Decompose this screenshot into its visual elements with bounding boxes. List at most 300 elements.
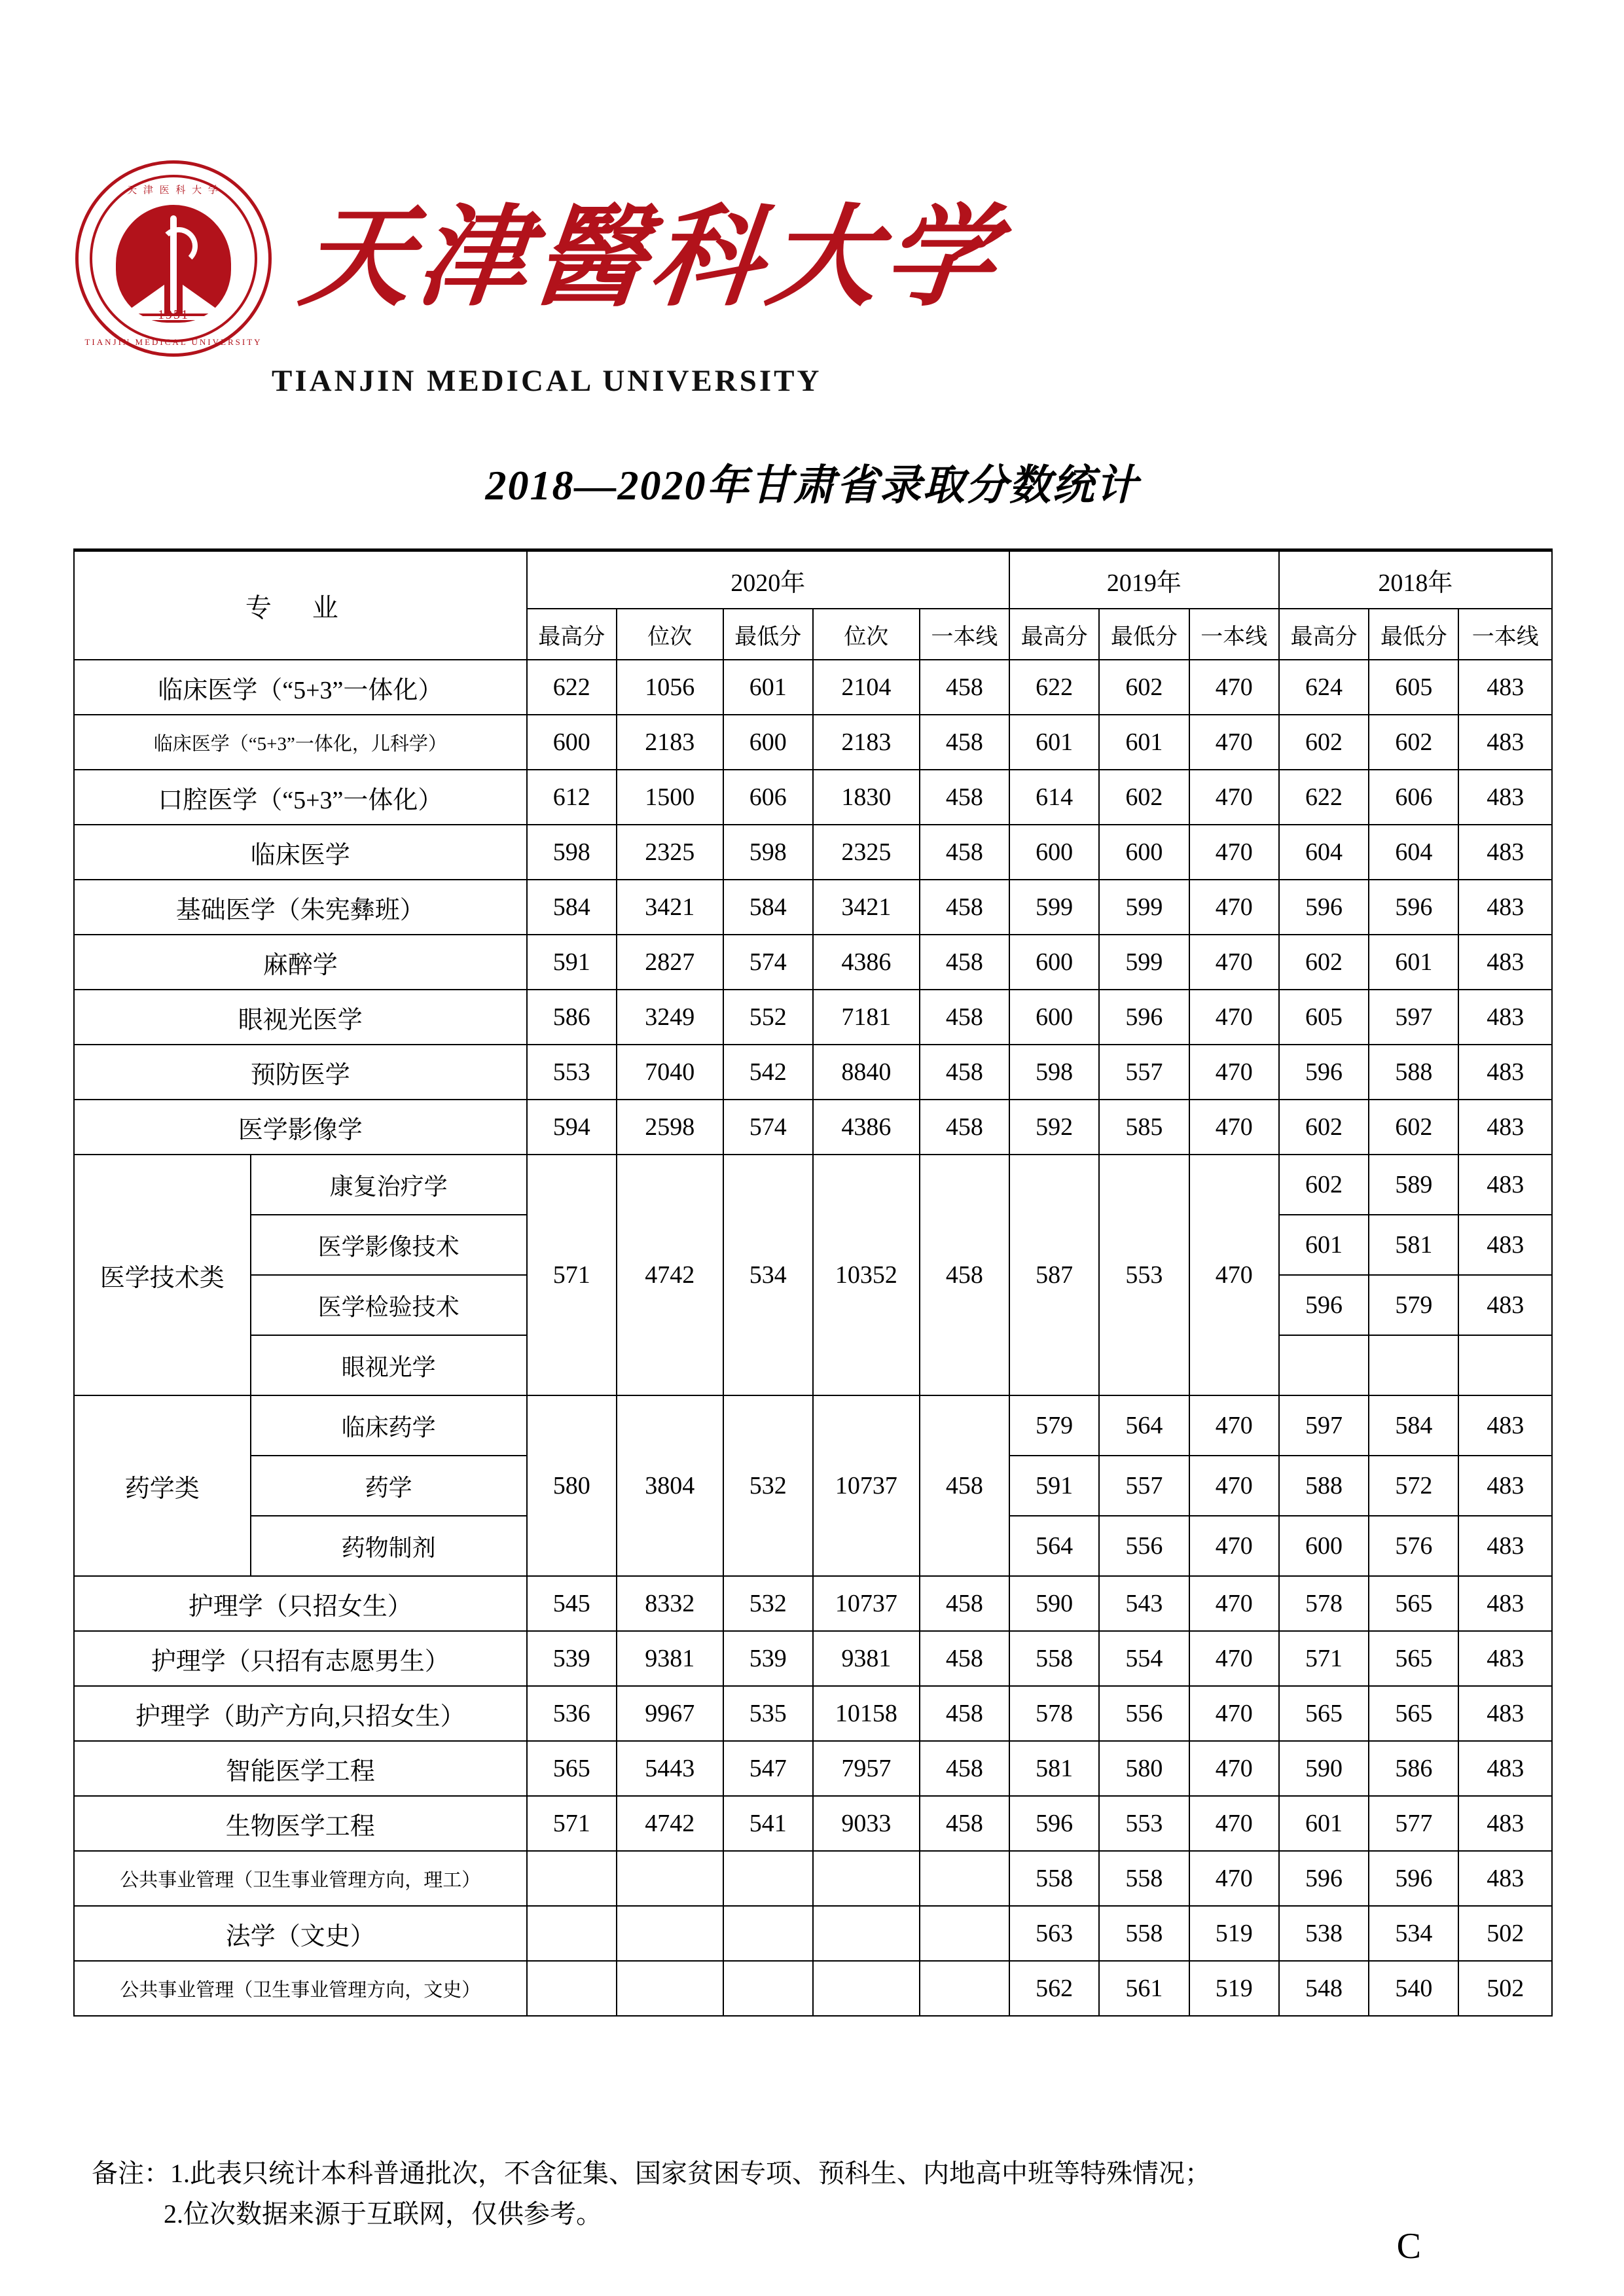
cell-2018-0: 602 [1279,715,1369,770]
cell-2020-1: 5443 [617,1741,723,1796]
cell-2020-1 [617,1851,723,1906]
cell-2020-2: 601 [723,660,813,715]
cell-group-name: 药学类 [74,1395,251,1576]
cell-major: 预防医学 [74,1045,527,1100]
cell-2019-2: 470 [1189,1100,1279,1155]
cell-2020-3: 4386 [813,1100,920,1155]
cell-major: 基础医学（朱宪彝班） [74,880,527,935]
cell-2019-1: 602 [1099,770,1189,825]
cell-2019-2: 470 [1189,1516,1279,1576]
cell-2020-3: 7181 [813,990,920,1045]
cell-2019-2: 470 [1189,715,1279,770]
cell-2018-2: 483 [1458,1215,1552,1275]
cell-2018-0: 597 [1279,1395,1369,1456]
cell-2019-2: 470 [1189,1576,1279,1631]
cell-2020-1 [617,1961,723,2016]
table-group-pharmacy [74,1395,1552,1576]
cell-major: 临床医学（“5+3”一体化，儿科学） [74,715,527,770]
cell-2018-0: 596 [1279,880,1369,935]
cell-2020-3: 1830 [813,770,920,825]
cell-2020-0: 571 [527,1155,617,1395]
cell-2020-2: 532 [723,1395,813,1576]
cell-2020-1: 1500 [617,770,723,825]
cell-2019-1: 601 [1099,715,1189,770]
cell-2018-1: 572 [1369,1456,1458,1516]
cell-2018-2 [1458,1335,1552,1395]
table-row [74,1796,1552,1851]
cell-2020-0: 612 [527,770,617,825]
table-row [74,770,1552,825]
cell-2018-2: 483 [1458,1516,1552,1576]
cell-2018-0: 604 [1279,825,1369,880]
cell-major: 临床医学 [74,825,527,880]
cell-2019-0: 598 [1009,1045,1099,1100]
header-2019-baseline: 一本线 [1189,609,1279,660]
table-row [74,1576,1552,1631]
cell-2019-2: 470 [1189,880,1279,935]
cell-2020-3: 9033 [813,1796,920,1851]
cell-2018-1: 605 [1369,660,1458,715]
cell-2020-2: 535 [723,1686,813,1741]
cell-2020-3: 2104 [813,660,920,715]
cell-2019-1: 557 [1099,1456,1189,1516]
cell-2018-2: 483 [1458,1686,1552,1741]
cell-2018-1: 597 [1369,990,1458,1045]
cell-2018-1: 577 [1369,1796,1458,1851]
cell-2018-0: 548 [1279,1961,1369,2016]
cell-2018-1: 588 [1369,1045,1458,1100]
cell-group-name: 医学技术类 [74,1155,251,1395]
table-row [74,1961,1552,2016]
cell-2020-2 [723,1906,813,1961]
cell-2019-2: 470 [1189,1155,1279,1395]
cell-2019-2: 470 [1189,1631,1279,1686]
cell-2018-1: 565 [1369,1576,1458,1631]
table-group-medical-technology [74,1155,1552,1395]
cell-2018-0: 538 [1279,1906,1369,1961]
cell-2020-0: 571 [527,1796,617,1851]
cell-major: 临床医学（“5+3”一体化） [74,660,527,715]
cell-major: 口腔医学（“5+3”一体化） [74,770,527,825]
cell-2020-3: 10352 [813,1155,920,1395]
cell-2019-1: 600 [1099,825,1189,880]
cell-2018-2: 483 [1458,1741,1552,1796]
header-2020-baseline: 一本线 [920,609,1009,660]
cell-2018-1: 602 [1369,1100,1458,1155]
cell-2020-1: 3804 [617,1395,723,1576]
cell-2019-0: 587 [1009,1155,1099,1395]
cell-2019-0: 614 [1009,770,1099,825]
cell-2020-0: 586 [527,990,617,1045]
cell-2018-0: 605 [1279,990,1369,1045]
cell-2020-3 [813,1961,920,2016]
cell-2018-0: 588 [1279,1456,1369,1516]
university-name-english: TIANJIN MEDICAL UNIVERSITY [272,364,822,398]
cell-2019-0: 622 [1009,660,1099,715]
cell-2018-1: 596 [1369,880,1458,935]
cell-2020-0: 539 [527,1631,617,1686]
cell-2019-1: 556 [1099,1686,1189,1741]
cell-2019-0: 581 [1009,1741,1099,1796]
cell-major: 护理学（助产方向,只招女生） [74,1686,527,1741]
cell-2019-2: 470 [1189,1851,1279,1906]
cell-2018-0: 596 [1279,1275,1369,1335]
cell-2018-1: 606 [1369,770,1458,825]
cell-2018-1: 534 [1369,1906,1458,1961]
table-row [74,1906,1552,1961]
cell-2019-0: 563 [1009,1906,1099,1961]
cell-2020-0: 536 [527,1686,617,1741]
cell-2020-0: 598 [527,825,617,880]
cell-2020-3: 9381 [813,1631,920,1686]
footnote-line-2: 2.位次数据来源于互联网，仅供参考。 [164,2199,602,2229]
cell-2018-2: 483 [1458,1045,1552,1100]
cell-2020-4: 458 [920,825,1009,880]
cell-2018-0: 602 [1279,1100,1369,1155]
cell-2018-1: 565 [1369,1631,1458,1686]
cell-major: 护理学（只招有志愿男生） [74,1631,527,1686]
cell-2020-4: 458 [920,935,1009,990]
cell-2018-0: 596 [1279,1045,1369,1100]
cell-2020-4: 458 [920,770,1009,825]
cell-2020-3: 7957 [813,1741,920,1796]
seal-founding-year: 1951 [158,308,189,322]
cell-2018-1: 596 [1369,1851,1458,1906]
cell-2018-0: 602 [1279,935,1369,990]
cell-2019-0: 579 [1009,1395,1099,1456]
cell-2018-1: 579 [1369,1275,1458,1335]
cell-2020-3: 2325 [813,825,920,880]
cell-2020-4: 458 [920,1395,1009,1576]
cell-2020-2: 598 [723,825,813,880]
cell-2018-1: 576 [1369,1516,1458,1576]
cell-2019-0: 558 [1009,1851,1099,1906]
cell-2019-2: 470 [1189,1686,1279,1741]
university-name-chinese: 天津醫科大学 [295,198,1007,319]
cell-2019-1: 602 [1099,660,1189,715]
cell-2018-0 [1279,1335,1369,1395]
header-year-2018: 2018年 [1279,550,1552,609]
cell-2018-1 [1369,1335,1458,1395]
table-header-row-1 [74,550,1552,609]
cell-2020-2: 547 [723,1741,813,1796]
cell-2020-1: 9967 [617,1686,723,1741]
header-year-2019: 2019年 [1009,550,1279,609]
cell-2020-1: 4742 [617,1155,723,1395]
table-row [74,1741,1552,1796]
cell-2018-0: 565 [1279,1686,1369,1741]
cell-2018-2: 483 [1458,990,1552,1045]
cell-2020-1: 3421 [617,880,723,935]
cell-2018-0: 578 [1279,1576,1369,1631]
cell-2019-0: 600 [1009,935,1099,990]
cell-2018-2: 483 [1458,660,1552,715]
cell-2020-1 [617,1906,723,1961]
cell-2020-4 [920,1906,1009,1961]
cell-2020-2: 574 [723,935,813,990]
header-2020-max: 最高分 [527,609,617,660]
cell-major: 医学影像学 [74,1100,527,1155]
cell-2018-2: 502 [1458,1906,1552,1961]
cell-2018-1: 602 [1369,715,1458,770]
cell-2020-1: 2183 [617,715,723,770]
cell-2019-1: 599 [1099,880,1189,935]
table-row [74,880,1552,935]
cell-2020-4: 458 [920,1100,1009,1155]
asclepius-snake-icon [170,215,177,314]
cell-2020-0: 545 [527,1576,617,1631]
cell-2020-1: 4742 [617,1796,723,1851]
cell-2019-0: 599 [1009,880,1099,935]
cell-2018-0: 601 [1279,1215,1369,1275]
cell-2018-2: 502 [1458,1961,1552,2016]
cell-2020-4: 458 [920,1741,1009,1796]
cell-2019-1: 561 [1099,1961,1189,2016]
cell-2020-0: 600 [527,715,617,770]
cell-2018-0: 590 [1279,1741,1369,1796]
footnote-line-1: 备注：1.此表只统计本科普通批次，不含征集、国家贫困专项、预科生、内地高中班等特殊情况； [92,2159,1211,2188]
cell-2020-2: 534 [723,1155,813,1395]
table-row [74,1686,1552,1741]
header-2018-max: 最高分 [1279,609,1369,660]
header-2019-max: 最高分 [1009,609,1099,660]
cell-2020-4: 458 [920,715,1009,770]
table-row [74,1395,1552,1456]
header-2018-min: 最低分 [1369,609,1458,660]
cell-2020-0: 584 [527,880,617,935]
cell-sub-major: 眼视光学 [251,1335,527,1395]
cell-2020-4: 458 [920,1796,1009,1851]
cell-2018-1: 584 [1369,1395,1458,1456]
header-2020-rank-min: 位次 [813,609,920,660]
cell-2020-3 [813,1851,920,1906]
cell-2018-1: 581 [1369,1215,1458,1275]
cell-2018-2: 483 [1458,825,1552,880]
cell-2019-2: 519 [1189,1961,1279,2016]
cell-2018-2: 483 [1458,1576,1552,1631]
cell-2020-0: 580 [527,1395,617,1576]
table-row [74,1631,1552,1686]
cell-2019-0: 600 [1009,990,1099,1045]
cell-2020-2 [723,1851,813,1906]
cell-2020-3: 10158 [813,1686,920,1741]
cell-sub-major: 医学检验技术 [251,1275,527,1335]
table-body-top [74,660,1552,1155]
cell-2020-4 [920,1851,1009,1906]
cell-2018-1: 601 [1369,935,1458,990]
cell-sub-major: 药学 [251,1456,527,1516]
cell-2020-2: 552 [723,990,813,1045]
university-logo-block [75,160,1007,399]
cell-2020-3: 8840 [813,1045,920,1100]
cell-2020-1: 2325 [617,825,723,880]
cell-2019-1: 543 [1099,1576,1189,1631]
table-body-bottom [74,1576,1552,2016]
cell-2018-2: 483 [1458,1100,1552,1155]
cell-2020-3: 4386 [813,935,920,990]
header-year-2020: 2020年 [527,550,1009,609]
cell-2019-1: 556 [1099,1516,1189,1576]
page-title: 2018—2020年甘肃省录取分数统计 [485,462,1139,509]
cell-2018-2: 483 [1458,770,1552,825]
header-2018-baseline: 一本线 [1458,609,1552,660]
cell-major: 麻醉学 [74,935,527,990]
seal-arc-top-text: 天 津 医 科 大 学 [127,185,220,196]
cell-2018-1: 586 [1369,1741,1458,1796]
cell-2018-0: 571 [1279,1631,1369,1686]
table-row [74,1045,1552,1100]
cell-2020-4: 458 [920,1045,1009,1100]
cell-2020-2: 532 [723,1576,813,1631]
cell-2019-2: 470 [1189,935,1279,990]
table-row [74,1155,1552,1215]
cell-major: 公共事业管理（卫生事业管理方向，文史） [74,1961,527,2016]
cell-2020-0: 553 [527,1045,617,1100]
cell-2020-4: 458 [920,1686,1009,1741]
cell-2019-2: 470 [1189,1456,1279,1516]
cell-2019-0: 578 [1009,1686,1099,1741]
cell-2018-2: 483 [1458,1851,1552,1906]
cell-2019-1: 553 [1099,1155,1189,1395]
seal-arc-bottom-text: TIANJIN MEDICAL UNIVERSITY [84,337,262,347]
cell-2019-1: 599 [1099,935,1189,990]
cell-2019-1: 557 [1099,1045,1189,1100]
cell-2020-0: 622 [527,660,617,715]
admission-score-table [73,548,1553,2017]
cell-2019-2: 470 [1189,1045,1279,1100]
cell-2019-1: 585 [1099,1100,1189,1155]
cell-2018-2: 483 [1458,1275,1552,1335]
cell-2019-2: 470 [1189,990,1279,1045]
cell-2020-2: 539 [723,1631,813,1686]
cell-2018-0: 624 [1279,660,1369,715]
cell-2020-2: 574 [723,1100,813,1155]
cell-2019-1: 580 [1099,1741,1189,1796]
cell-2019-1: 558 [1099,1906,1189,1961]
cell-2020-4: 458 [920,990,1009,1045]
cell-2019-0: 562 [1009,1961,1099,2016]
cell-sub-major: 药物制剂 [251,1516,527,1576]
cell-2019-1: 558 [1099,1851,1189,1906]
cell-major: 法学（文史） [74,1906,527,1961]
table-row [74,1851,1552,1906]
cell-major: 护理学（只招女生） [74,1576,527,1631]
header-2020-min: 最低分 [723,609,813,660]
cell-2018-2: 483 [1458,1155,1552,1215]
cell-2018-2: 483 [1458,1395,1552,1456]
cell-2020-0: 591 [527,935,617,990]
table-row [74,825,1552,880]
table-row [74,935,1552,990]
cell-2019-2: 470 [1189,770,1279,825]
cell-2018-0: 602 [1279,1155,1369,1215]
cell-2020-0 [527,1906,617,1961]
cell-2020-2: 600 [723,715,813,770]
cell-2019-0: 590 [1009,1576,1099,1631]
page-mark: C [1396,2226,1421,2267]
cell-2020-4: 458 [920,1576,1009,1631]
cell-2020-1: 2827 [617,935,723,990]
cell-2020-3 [813,1906,920,1961]
cell-2020-2: 584 [723,880,813,935]
cell-2018-1: 565 [1369,1686,1458,1741]
cell-2020-1: 7040 [617,1045,723,1100]
table-row [74,990,1552,1045]
cell-2020-4: 458 [920,660,1009,715]
cell-2019-0: 601 [1009,715,1099,770]
cell-2019-2: 470 [1189,1796,1279,1851]
cell-2020-3: 3421 [813,880,920,935]
cell-2019-1: 553 [1099,1796,1189,1851]
table-row [74,660,1552,715]
cell-2020-4: 458 [920,880,1009,935]
cell-2020-3: 2183 [813,715,920,770]
cell-2019-2: 470 [1189,660,1279,715]
cell-2019-1: 564 [1099,1395,1189,1456]
header-2019-min: 最低分 [1099,609,1189,660]
cell-2020-1: 9381 [617,1631,723,1686]
cell-2018-2: 483 [1458,715,1552,770]
cell-2018-1: 604 [1369,825,1458,880]
cell-2020-4: 458 [920,1631,1009,1686]
cell-2020-2 [723,1961,813,2016]
cell-2018-2: 483 [1458,880,1552,935]
cell-2019-2: 470 [1189,1395,1279,1456]
cell-2018-0: 600 [1279,1516,1369,1576]
table-row [74,1100,1552,1155]
cell-2018-2: 483 [1458,1631,1552,1686]
cell-2020-0 [527,1851,617,1906]
cell-major: 眼视光医学 [74,990,527,1045]
cell-2020-1: 1056 [617,660,723,715]
cell-major: 公共事业管理（卫生事业管理方向，理工） [74,1851,527,1906]
cell-2020-0 [527,1961,617,2016]
header-major: 专 业 [74,550,527,660]
cell-2019-1: 554 [1099,1631,1189,1686]
cell-2019-0: 600 [1009,825,1099,880]
cell-2019-2: 519 [1189,1906,1279,1961]
cell-2020-4 [920,1961,1009,2016]
cell-2020-1: 3249 [617,990,723,1045]
cell-2020-2: 606 [723,770,813,825]
cell-2019-2: 470 [1189,825,1279,880]
footnote-block [92,2153,1532,2234]
cell-2018-1: 589 [1369,1155,1458,1215]
cell-sub-major: 康复治疗学 [251,1155,527,1215]
cell-2018-0: 601 [1279,1796,1369,1851]
cell-2020-1: 2598 [617,1100,723,1155]
cell-2019-0: 591 [1009,1456,1099,1516]
cell-major: 智能医学工程 [74,1741,527,1796]
cell-2020-2: 542 [723,1045,813,1100]
cell-2019-0: 558 [1009,1631,1099,1686]
cell-2019-1: 596 [1099,990,1189,1045]
cell-2018-0: 622 [1279,770,1369,825]
table-row [74,715,1552,770]
cell-2020-0: 565 [527,1741,617,1796]
cell-2019-0: 592 [1009,1100,1099,1155]
cell-2018-2: 483 [1458,1456,1552,1516]
cell-2019-0: 596 [1009,1796,1099,1851]
cell-2018-2: 483 [1458,1796,1552,1851]
cell-2020-1: 8332 [617,1576,723,1631]
score-table-wrap [73,548,1553,2017]
cell-sub-major: 医学影像技术 [251,1215,527,1275]
cell-2018-0: 596 [1279,1851,1369,1906]
cell-2020-3: 10737 [813,1576,920,1631]
cell-2020-3: 10737 [813,1395,920,1576]
cell-2019-2: 470 [1189,1741,1279,1796]
